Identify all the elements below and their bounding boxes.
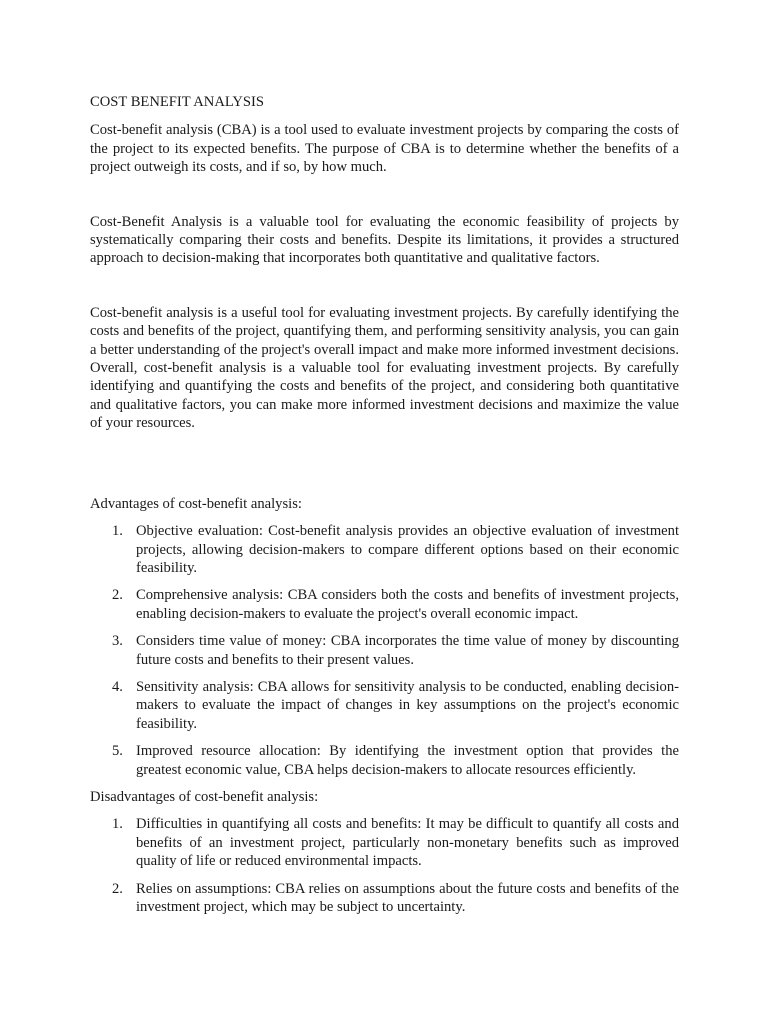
list-item-text: Sensitivity analysis: CBA allows for sensitivity analysis to be conducted, enabling decision-makers to evaluate the impact of changes in key assumptions on the project's economic feasibility.: [136, 678, 679, 732]
disadvantages-list: [90, 815, 679, 916]
list-item-number: 1.: [112, 816, 123, 833]
list-item-text: Difficulties in quantifying all costs and benefits: It may be difficult to quantify all costs and benefits of an investment project, particularly non-monetary benefits such as improved quality of life or reduced environmental impacts.: [136, 816, 679, 870]
list-item-number: 3.: [112, 633, 123, 650]
document-page: [90, 93, 679, 925]
list-item: [90, 815, 679, 870]
advantages-list: [90, 522, 679, 779]
list-item-text: Relies on assumptions: CBA relies on assumptions about the future costs and benefits of the investment project, which may be subject to uncertainty.: [136, 880, 679, 915]
list-item-number: 1.: [112, 523, 123, 540]
intro-paragraph: Cost-benefit analysis (CBA) is a tool used to evaluate investment projects by comparing the costs of the project to its expected benefits. The purpose of CBA is to determine whether the benefits of a project outweigh its costs, and if so, by how much.: [90, 122, 679, 176]
summary-paragraph: Cost-Benefit Analysis is a valuable tool for evaluating the economic feasibility of projects by systematically comparing their costs and benefits. Despite its limitations, it provides a structured approach to decision-making that incorporates both quantitative and qualitative factors.: [90, 213, 679, 267]
disadvantages-heading: Disadvantages of cost-benefit analysis:: [90, 788, 319, 805]
list-item-number: 2.: [112, 880, 123, 897]
list-item-number: 5.: [112, 743, 123, 760]
document-title: COST BENEFIT ANALYSIS: [90, 94, 264, 110]
advantages-heading: Advantages of cost-benefit analysis:: [90, 495, 302, 512]
list-item-text: Objective evaluation: Cost-benefit analysis provides an objective evaluation of investment projects, allowing decision-makers to compare different options based on their economic feasibility.: [136, 523, 679, 576]
list-item: [90, 678, 679, 733]
list-item-text: Improved resource allocation: By identifying the investment option that provides the greatest economic value, CBA helps decision-makers to allocate resources efficiently.: [136, 743, 679, 778]
list-item-number: 4.: [112, 678, 123, 695]
list-item-text: Comprehensive analysis: CBA considers both the costs and benefits of investment projects, enabling decision-makers to evaluate the project's overall economic impact.: [136, 587, 679, 622]
conclusion-paragraph: Cost-benefit analysis is a useful tool for evaluating investment projects. By carefully identifying the costs and benefits of the project, quantifying them, and performing sensitivity analysis, you can gain a better understanding of the project's overall impact and make more informed investment decisions. Overall, cost-benefit analysis is a valuable tool for evaluating investment projects. By carefully identifying and quantifying the costs and benefits of the project, and considering both quantitative and qualitative factors, you can make more informed investment decisions and maximize the value of your resources.: [90, 304, 679, 432]
list-item: [90, 632, 679, 669]
list-item: [90, 522, 679, 577]
list-item: [90, 880, 679, 917]
list-item: [90, 586, 679, 623]
list-item-text: Considers time value of money: CBA incorporates the time value of money by discounting future costs and benefits to their present values.: [136, 633, 679, 668]
list-item: [90, 742, 679, 779]
list-item-number: 2.: [112, 587, 123, 604]
